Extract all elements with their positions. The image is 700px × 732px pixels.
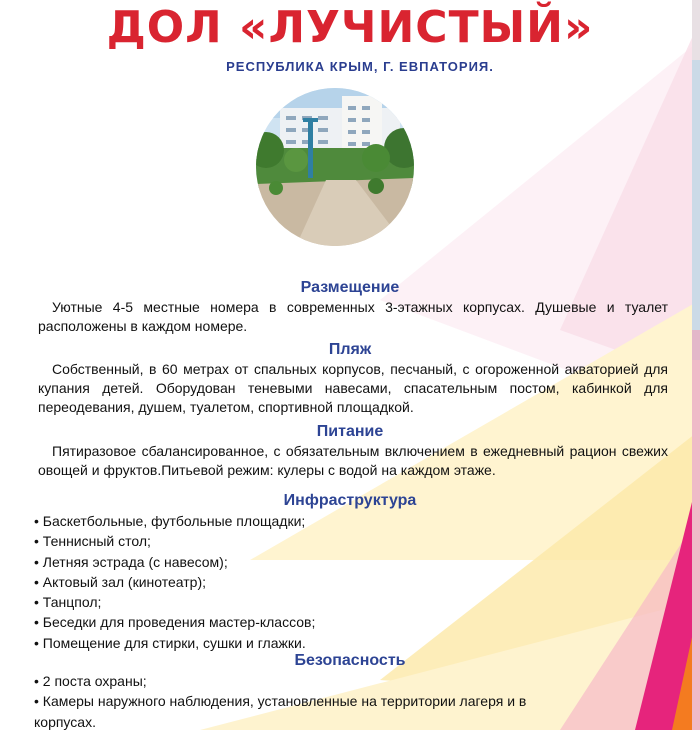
food-text: Пятиразовое сбалансированное, с обязательным включением в ежедневный рацион свежих овощей и фруктов.Питьевой режим: кулеры с водой на каждом этаже. [38,443,668,478]
security-list [34,671,574,732]
list-item: • Теннисный стол; [34,531,315,551]
list-item: • Беседки для проведения мастер-классов; [34,612,315,632]
page-subtitle: РЕСПУБЛИКА КРЫМ, Г. ЕВПАТОРИЯ. [226,59,494,74]
beach-text: Собственный, в 60 метрах от спальных корпусов, песчаный, с огороженной акваторией для купания детей. Оборудован теневыми навесами, спасательным постом, кабинкой для переодевания, душем, туалетом, спортивной площадкой. [38,361,668,415]
list-item: • Актовый зал (кинотеатр); [34,572,315,592]
list-item: • Помещение для стирки, сушки и глажки. [34,633,315,653]
section-heading-infrastructure: Инфраструктура [283,492,417,509]
section-text-placement [38,298,668,336]
page-title: ДОЛ «ЛУЧИСТЫЙ» [106,2,594,53]
section-heading-security: Безопасность [294,652,406,669]
section-heading-food: Питание [316,423,384,440]
list-item: • Летняя эстрада (с навесом); [34,552,315,572]
list-item: • Танцпол; [34,592,315,612]
list-item: • Камеры наружного наблюдения, установленные на территории лагеря и в корпусах. [34,691,574,732]
section-heading-beach: Пляж [328,341,372,358]
section-text-beach [38,360,668,417]
infrastructure-list [34,511,315,653]
section-heading-placement: Размещение [300,279,400,296]
list-item: • Баскетбольные, футбольные площадки; [34,511,315,531]
placement-text: Уютные 4-5 местные номера в современных 3-этажных корпусах. Душевые и туалет расположены в каждом номере. [38,299,668,334]
list-item: • 2 поста охраны; [34,671,574,691]
section-text-food [38,442,668,480]
camp-photo [256,88,414,246]
